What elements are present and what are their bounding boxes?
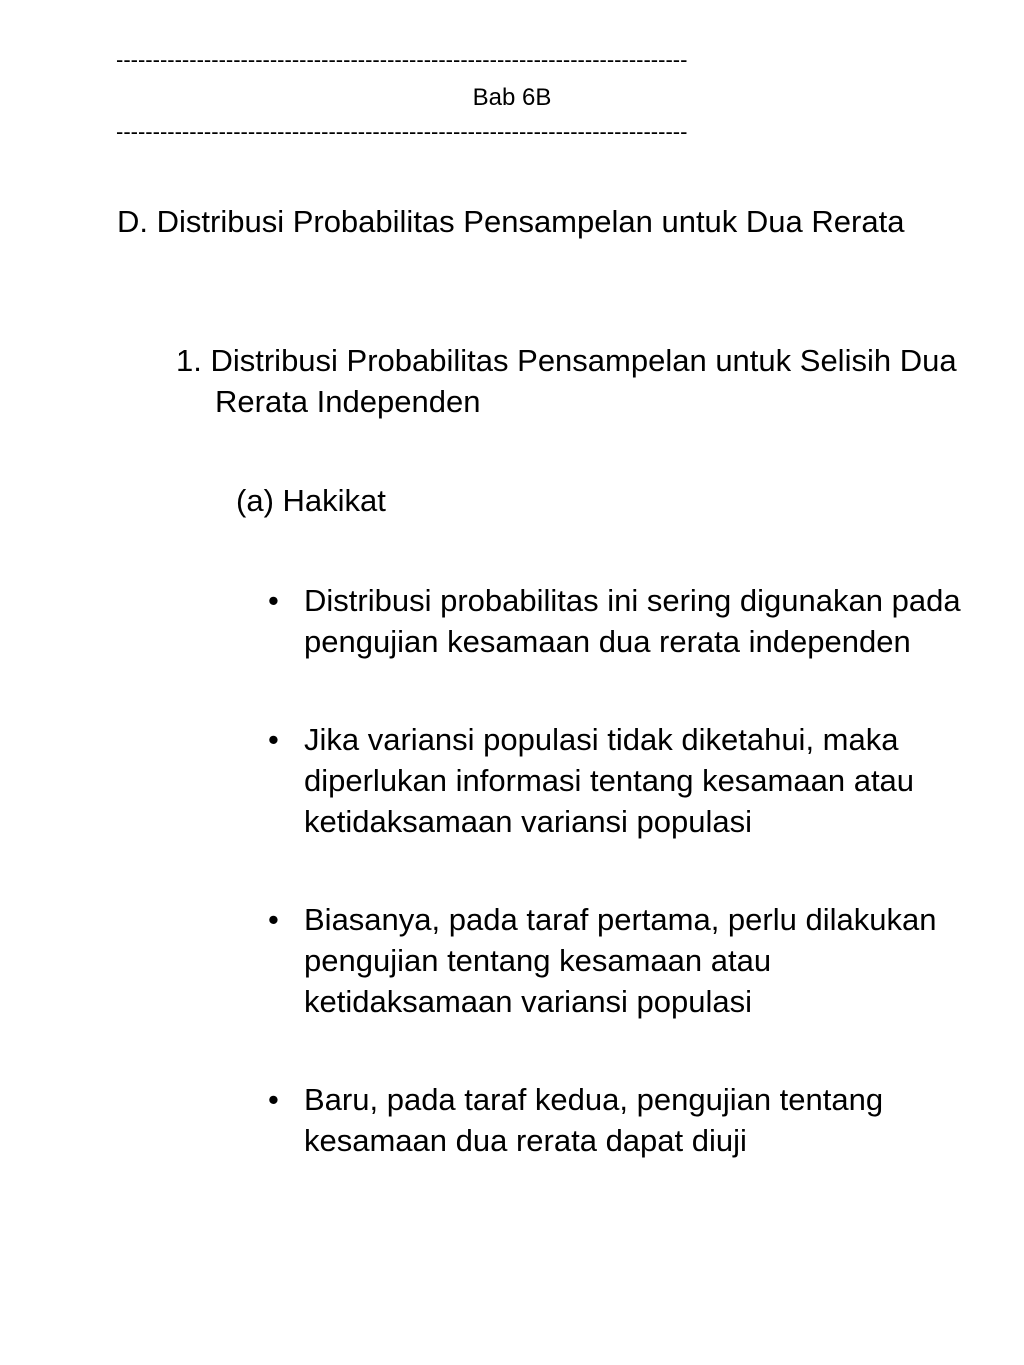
section-heading: D. Distribusi Probabilitas Pensampelan untuk Dua Rerata — [117, 204, 905, 239]
list-item — [268, 899, 988, 1022]
bullet-icon: • — [268, 722, 279, 757]
bullet-list — [268, 580, 988, 1218]
bullet-text: Baru, pada taraf kedua, pengujian tentang kesamaan dua rerata dapat diuji — [304, 1082, 884, 1158]
header-rule-bottom: ------------------------------------------------------------------------------ — [116, 119, 688, 144]
chapter-title: Bab 6B — [472, 84, 552, 111]
bullet-text: Jika variansi populasi tidak diketahui, maka diperlukan informasi tentang kesamaan atau ketidaksamaan variansi populasi — [304, 722, 915, 839]
subsubsection-heading: (a) Hakikat — [236, 483, 386, 518]
bullet-text: Biasanya, pada taraf pertama, perlu dilakukan pengujian tentang kesamaan atau ketidaksamaan variansi populasi — [304, 902, 937, 1019]
subsection-heading: 1. Distribusi Probabilitas Pensampelan untuk Selisih Dua Rerata Independen — [176, 343, 957, 419]
bullet-icon: • — [268, 1082, 279, 1117]
list-item — [268, 1079, 988, 1161]
bullet-text: Distribusi probabilitas ini sering digunakan pada pengujian kesamaan dua rerata independen — [304, 583, 961, 659]
bullet-icon: • — [268, 902, 279, 937]
list-item — [268, 580, 988, 662]
list-item — [268, 719, 988, 842]
bullet-icon: • — [268, 583, 279, 618]
header-rule-top: ------------------------------------------------------------------------------ — [116, 47, 688, 72]
